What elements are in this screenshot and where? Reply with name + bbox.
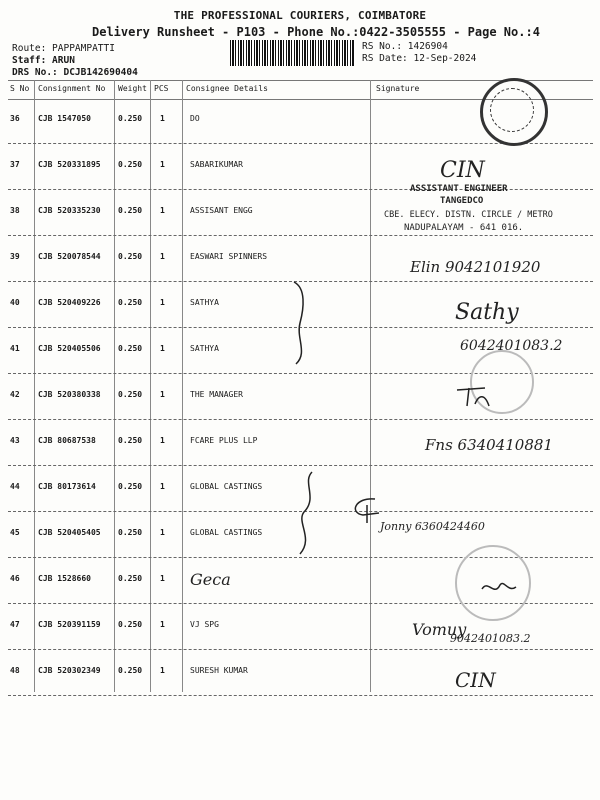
row-consignee: ASSISANT ENGG [190,206,253,215]
row-pcs: 1 [160,528,165,537]
row-consignee: GLOBAL CASTINGS [190,482,263,491]
row-consignment: CJB 520405405 [38,528,101,537]
row-consignee: DO [190,114,200,123]
signature-39: Elin 9042101920 [410,258,541,276]
row-weight: 0.250 [118,666,143,675]
row-sno: 48 [10,666,20,675]
row-weight: 0.250 [118,206,143,215]
row-consignment: CJB 520302349 [38,666,101,675]
row-pcs: 1 [160,160,165,169]
row-consignment: CJB 1547050 [38,114,91,123]
signature-46-name: Geca [190,570,231,589]
row-consignment: CJB 520409226 [38,298,101,307]
row-weight: 0.250 [118,574,143,583]
row-sno: 46 [10,574,20,583]
row-consignment: CJB 520405506 [38,344,101,353]
signature-45: Jonny 6360424460 [380,520,485,533]
row-sno: 43 [10,436,20,445]
signature-47-number: 9042401083.2 [450,632,531,645]
col-consignment-header: Consignment No [38,84,106,93]
row-consignment: CJB 520078544 [38,252,101,261]
signature-48: CIN [455,668,496,692]
row-consignee: GLOBAL CASTINGS [190,528,263,537]
row-sno: 42 [10,390,20,399]
row-sno: 36 [10,114,20,123]
page-title: THE PROFESSIONAL COURIERS, COIMBATORE [173,9,427,22]
table-row [8,650,593,696]
row-sno: 37 [10,160,20,169]
route-label: Route: PAPPAMPATTI [12,43,115,54]
col-weight-header: Weight [118,84,147,93]
col-consignee-header: Consignee Details [186,84,268,93]
drs-number: DRS No.: DCJB142690404 [12,67,138,78]
engineer-stamp-line3: CBE. ELECY. DISTN. CIRCLE / METRO [384,210,553,220]
handwritten-mark [345,495,385,525]
signature-37: CIN [440,158,485,183]
row-consignee: SABARIKUMAR [190,160,243,169]
row-consignment: CJB 520335230 [38,206,101,215]
row-pcs: 1 [160,344,165,353]
staff-label: Staff: ARUN [12,55,75,66]
rs-date: RS Date: 12-Sep-2024 [362,53,477,64]
row-pcs: 1 [160,206,165,215]
signature-43: Fns 6340410881 [425,436,553,454]
row-consignment: CJB 80173614 [38,482,96,491]
engineer-stamp-line2: TANGEDCO [440,196,484,206]
row-consignment: CJB 80687538 [38,436,96,445]
row-sno: 39 [10,252,20,261]
engineer-stamp-line4: NADUPALAYAM - 641 016. [404,223,524,233]
row-consignee: VJ SPG [190,620,219,629]
handwritten-bracket [292,468,322,558]
row-consignee: THE MANAGER [190,390,243,399]
handwritten-bracket [290,278,314,368]
row-sno: 45 [10,528,20,537]
row-pcs: 1 [160,252,165,261]
round-seal-stamp [490,88,534,132]
col-signature-header: Signature [376,84,420,93]
row-consignee: FCARE PLUS LLP [190,436,258,445]
row-consignment: CJB 520331895 [38,160,101,169]
engineer-stamp-line1: ASSISTANT ENGINEER [410,184,508,194]
row-weight: 0.250 [118,252,143,261]
row-sno: 41 [10,344,20,353]
row-pcs: 1 [160,482,165,491]
row-consignment: CJB 520380338 [38,390,101,399]
row-weight: 0.250 [118,114,143,123]
row-pcs: 1 [160,666,165,675]
rs-number: RS No.: 1426904 [362,41,448,52]
row-consignee: EASWARI SPINNERS [190,252,268,261]
signature-47: Vomuy [412,620,467,639]
row-weight: 0.250 [118,344,143,353]
row-separator [8,695,593,696]
col-pcs-header: PCS [154,84,169,93]
row-sno: 44 [10,482,20,491]
row-consignment: CJB 520391159 [38,620,101,629]
row-sno: 38 [10,206,20,215]
row-consignee: SURESH KUMAR [190,666,248,675]
row-sno: 47 [10,620,20,629]
row-pcs: 1 [160,436,165,445]
row-weight: 0.250 [118,436,143,445]
row-sno: 40 [10,298,20,307]
barcode [230,40,355,66]
row-weight: 0.250 [118,390,143,399]
row-weight: 0.250 [118,482,143,491]
row-consignee: SATHYA [190,344,219,353]
handwritten-mark [480,575,520,599]
row-consignee: SATHYA [190,298,219,307]
row-pcs: 1 [160,114,165,123]
row-weight: 0.250 [118,298,143,307]
row-pcs: 1 [160,574,165,583]
row-consignment: CJB 1528660 [38,574,91,583]
row-pcs: 1 [160,298,165,307]
row-pcs: 1 [160,620,165,629]
row-pcs: 1 [160,390,165,399]
col-sno-header: S No [10,84,30,93]
handwritten-mark [455,380,495,410]
signature-40: Sathy [455,300,519,325]
row-weight: 0.250 [118,620,143,629]
signature-41: 6042401083.2 [460,338,563,354]
runsheet-subtitle: Delivery Runsheet - P103 - Phone No.:0422-3505555 - Page No.:4 [92,25,540,39]
row-weight: 0.250 [118,528,143,537]
row-weight: 0.250 [118,160,143,169]
